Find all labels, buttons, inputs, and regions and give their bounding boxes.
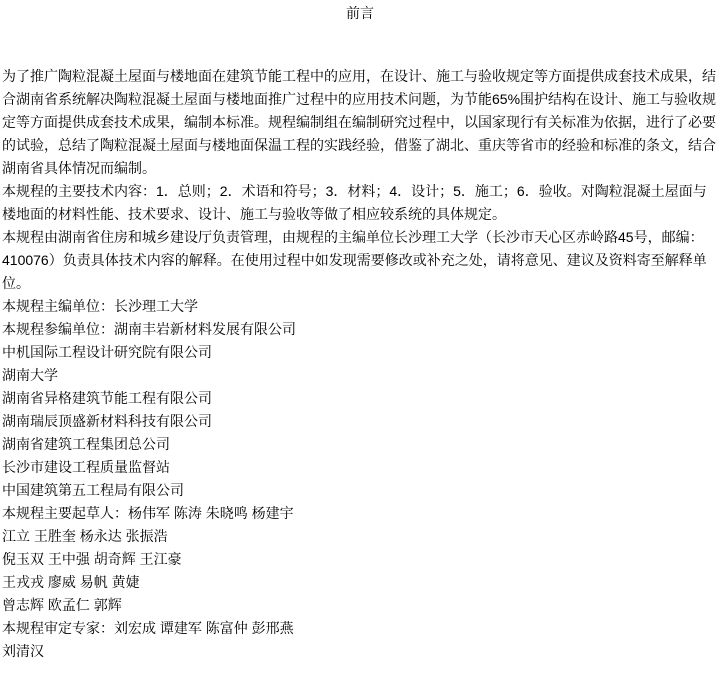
text-line: 410076）负责具体技术内容的解释。在使用过程中如发现需要修改或补充之处，请将意见、建议及资料寄至解释单: [2, 252, 707, 268]
text-line: 本规程主要起草人：杨伟军 陈涛 朱晓鸣 杨建宇: [2, 505, 294, 521]
text-line: 本规程参编单位：湖南丰岩新材料发展有限公司: [2, 321, 296, 337]
text-line: 本规程由湖南省住房和城乡建设厅负责管理，由规程的主编单位长沙理工大学（长沙市天心区赤岭路45号，邮编：: [2, 229, 704, 245]
text-line: 定等方面提供成套技术成果，编制本标准。规程编制组在编制研究过程中，以国家现行有关标准为依据，进行了必要: [2, 114, 716, 130]
text-line: 刘清汉: [2, 643, 44, 659]
text-line: 中国建筑第五工程局有限公司: [2, 482, 184, 498]
text-line: 本规程主编单位：长沙理工大学: [2, 298, 198, 314]
text-line: 倪玉双 王中强 胡奇辉 王江豪: [2, 551, 182, 567]
page-title: 前言: [346, 5, 374, 21]
text-line: 位。: [2, 275, 30, 291]
text-line: 长沙市建设工程质量监督站: [2, 459, 170, 475]
text-line: 中机国际工程设计研究院有限公司: [2, 344, 212, 360]
text-line: 的试验，总结了陶粒混凝土屋面与楼地面保温工程的实践经验，借鉴了湖北、重庆等省市的经验和标准的条文，结合: [2, 137, 716, 153]
text-line: 湖南瑞辰顶盛新材料科技有限公司: [2, 413, 212, 429]
text-line: 王戎戎 廖威 易帆 黄婕: [2, 574, 140, 590]
text-line: 本规程审定专家：刘宏成 谭建军 陈富仲 彭邢燕: [2, 620, 294, 636]
text-line: 湖南省异格建筑节能工程有限公司: [2, 390, 212, 406]
text-line: 为了推广陶粒混凝土屋面与楼地面在建筑节能工程中的应用，在设计、施工与验收规定等方面提供成套技术成果，结: [2, 68, 716, 84]
text-line: 合湖南省系统解决陶粒混凝土屋面与楼地面推广过程中的应用技术问题，为节能65%围护结构在设计、施工与验收规: [2, 91, 717, 107]
text-line: 本规程的主要技术内容：1．总则；2．术语和符号；3．材料；4．设计；5．施工；6．验收。对陶粒混凝土屋面与: [2, 183, 707, 199]
document-body: [2, 65, 718, 663]
text-line: 楼地面的材料性能、技术要求、设计、施工与验收等做了相应较系统的具体规定。: [2, 206, 506, 222]
text-line: 湖南省建筑工程集团总公司: [2, 436, 170, 452]
text-line: 湖南大学: [2, 367, 58, 383]
text-line: 江立 王胜奎 杨永达 张振浩: [2, 528, 168, 544]
text-line: 湖南省具体情况而编制。: [2, 160, 156, 176]
text-line: 曾志辉 欧孟仁 郭辉: [2, 597, 122, 613]
